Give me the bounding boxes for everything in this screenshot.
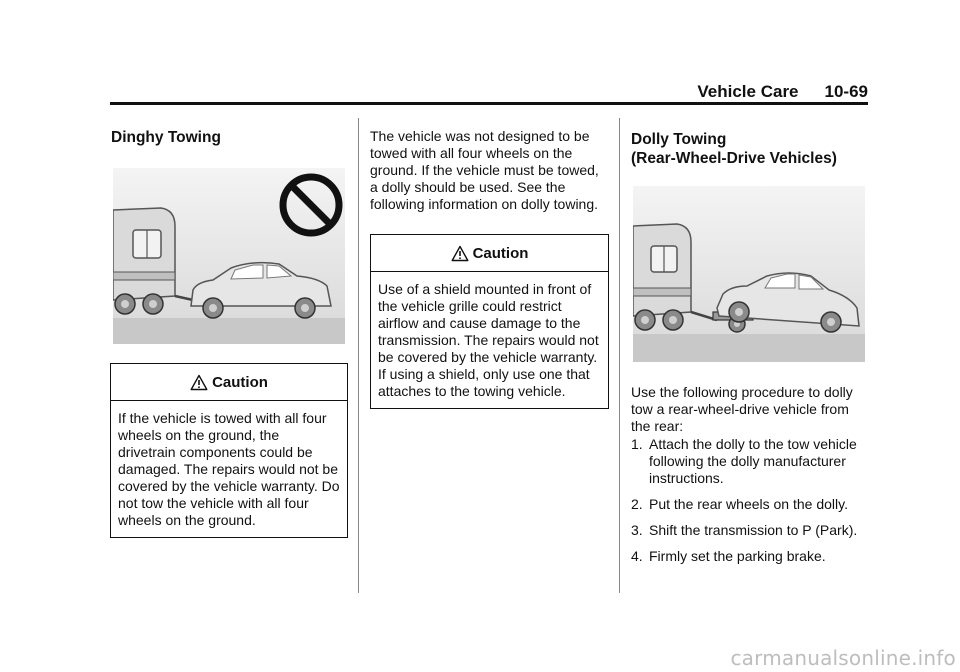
caution-warning-icon xyxy=(190,374,208,391)
heading-line-2: (Rear-Wheel-Drive Vehicles) xyxy=(631,150,837,167)
procedure-intro-text: Use the following procedure to dolly tow a rear-wheel-drive vehicle from the rear: xyxy=(631,384,853,434)
section-title: Vehicle Care xyxy=(697,82,799,101)
step-text: Attach the dolly to the tow vehicle following the dolly manufacturer instructions. xyxy=(649,436,857,486)
caution-title: Caution xyxy=(212,373,268,391)
step-number: 3. xyxy=(631,522,643,538)
column-divider-2 xyxy=(619,118,620,593)
caution-title-row xyxy=(111,364,347,401)
list-item xyxy=(631,496,871,513)
caution-text: If the vehicle is towed with all four wheels on the ground, the drivetrain components could be damaged. The repairs would not be covered by the vehicle warranty. Do not tow the vehicle with all four wheels on the ground. xyxy=(118,410,340,528)
caution-warning-icon xyxy=(451,245,469,262)
dolly-intro-text: The vehicle was not designed to be towed with all four wheels on the ground. If the vehicle must be towed, a dolly should be used. See the following information on dolly towing. xyxy=(370,128,599,212)
ground xyxy=(633,334,865,362)
dinghy-towing-illustration xyxy=(113,168,345,344)
caution-text: Use of a shield mounted in front of the vehicle grille could restrict airflow and cause damage to the transmission. The repairs would not be covered by the vehicle warranty. If using a shield, only use one that attaches to the towing vehicle. xyxy=(378,281,599,399)
caution-box-shield xyxy=(370,234,609,409)
caution-box-dinghy xyxy=(110,363,348,538)
page-header xyxy=(110,82,868,102)
step-text: Shift the transmission to P (Park). xyxy=(649,522,858,538)
list-item xyxy=(631,548,871,565)
step-text: Put the rear wheels on the dolly. xyxy=(649,496,848,512)
step-number: 2. xyxy=(631,496,643,512)
header-rule xyxy=(110,102,868,105)
list-item xyxy=(631,436,871,487)
dolly-towing-heading xyxy=(631,130,837,168)
page-number: 10-69 xyxy=(824,82,868,101)
dolly-towing-illustration xyxy=(633,186,865,362)
procedure-steps-list xyxy=(631,436,871,574)
heading-line-1: Dolly Towing xyxy=(631,131,727,148)
dinghy-towing-heading: Dinghy Towing xyxy=(111,129,221,146)
caution-title: Caution xyxy=(472,244,529,262)
list-item xyxy=(631,522,871,539)
step-number: 1. xyxy=(631,436,643,452)
caution-title-row xyxy=(371,235,608,272)
step-number: 4. xyxy=(631,548,643,564)
watermark: carmanualsonline.info xyxy=(730,646,956,670)
ground xyxy=(113,318,345,344)
step-text: Firmly set the parking brake. xyxy=(649,548,826,564)
column-divider-1 xyxy=(358,118,359,593)
